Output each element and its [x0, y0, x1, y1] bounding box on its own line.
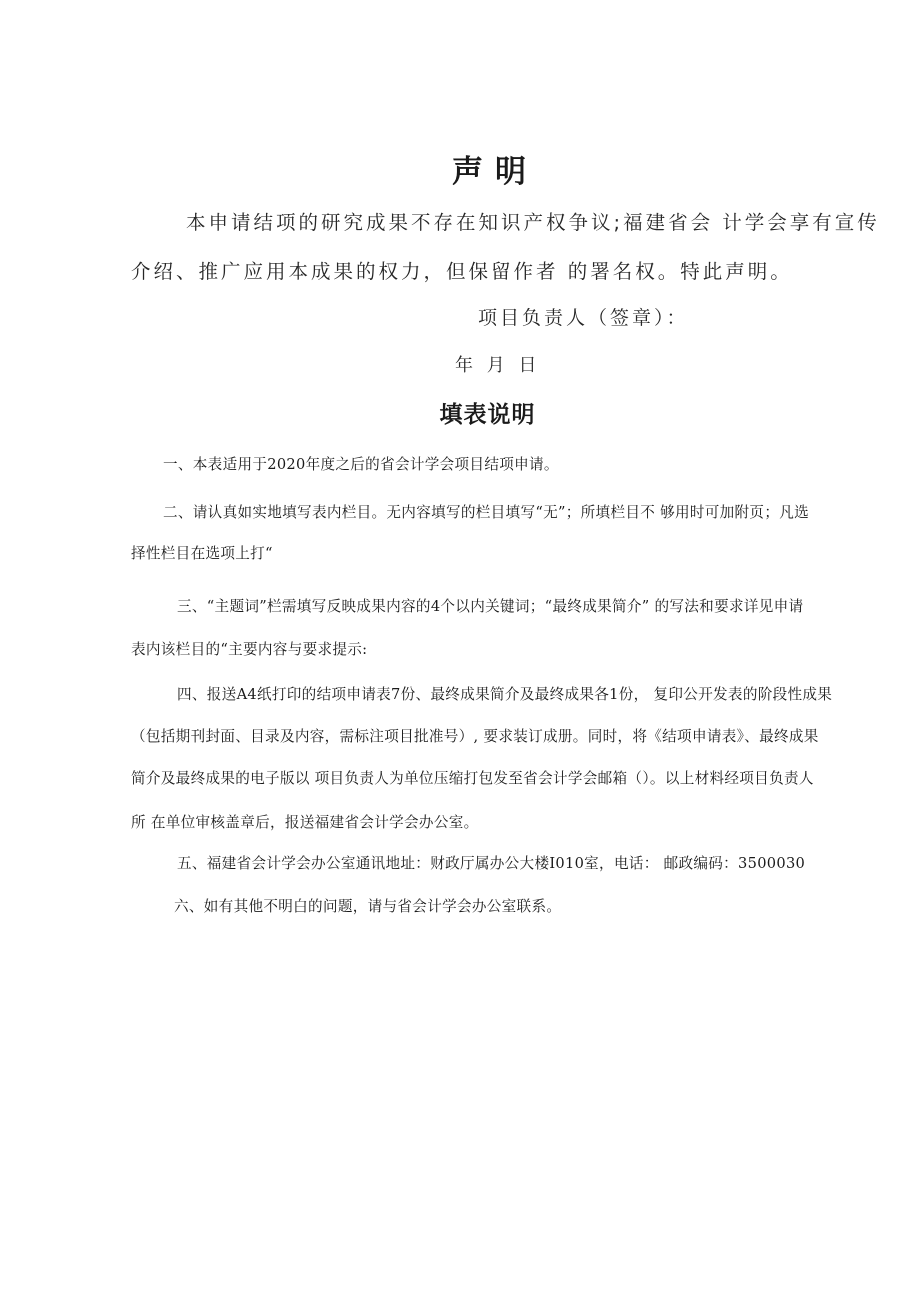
declaration-text-line-2: 介绍、推广应用本成果的权力，但保留作者 的署名权。特此声明。 [131, 260, 793, 283]
declaration-title: 声明 [452, 154, 538, 190]
instruction-2-cont: 择性栏目在选项上打“ [131, 545, 273, 562]
instruction-4: 四、报送A4纸打印的结项申请表7份、最终成果简介及最终成果各1份， 复印公开发表的阶段性成果 [177, 686, 833, 703]
instruction-4-cont-3: 所 在单位审核盖章后，报送福建省会计学会办公室。 [131, 814, 479, 831]
date-line: 年 月 日 [455, 355, 541, 376]
instruction-3: 三、“主题词”栏需填写反映成果内容的4个以内关键词；“最终成果简介” 的写法和要求详见申请 [177, 598, 804, 615]
instruction-1: 一、本表适用于2020年度之后的省会计学会项目结项申请。 [163, 456, 559, 473]
instruction-4-cont-2: 简介及最终成果的电子版以 项目负责人为单位压缩打包发至省会计学会邮箱（）。以上材料经项目负责人 [131, 770, 814, 787]
instruction-2: 二、请认真如实地填写表内栏目。无内容填写的栏目填写“无”；所填栏目不 够用时可加附页；凡选 [163, 504, 810, 521]
instruction-5: 五、福建省会计学会办公室通讯地址：财政厅属办公大楼I010室，电话： 邮政编码：3500030 [177, 855, 806, 872]
instructions-title: 填表说明 [439, 402, 536, 428]
instruction-6: 六、如有其他不明白的问题，请与省会计学会办公室联系。 [174, 898, 562, 915]
declaration-text-line-1: 本申请结项的研究成果不存在知识产权争议;福建省会 计学会享有宣传 [186, 211, 880, 234]
signature-line: 项目负责人（签章）： [478, 307, 689, 329]
instruction-3-cont: 表内该栏目的“主要内容与要求提示: [131, 641, 368, 658]
instruction-4-cont-1: （包括期刊封面、目录及内容，需标注项目批准号）, 要求装订成册。同时，将《结项申请表》、最终成果 [131, 728, 819, 745]
